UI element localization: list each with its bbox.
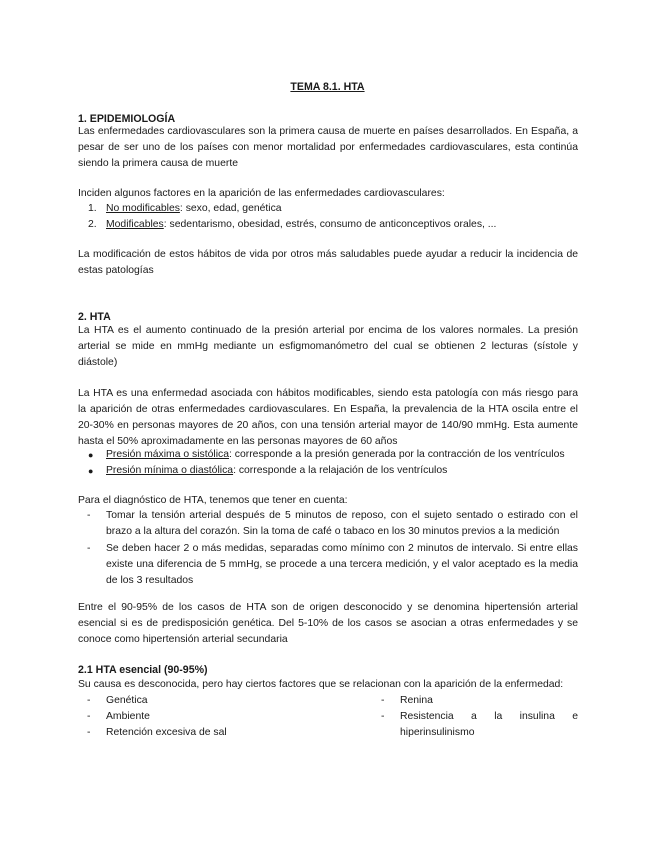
dash-icon: - <box>87 711 91 722</box>
section-heading-hta: 2. HTA <box>78 311 111 323</box>
factor-list-left <box>78 693 278 741</box>
dash-icon: - <box>381 711 385 722</box>
list-item-text: Resistencia a la insulina e hiperinsulinismo <box>400 711 578 738</box>
list-item-text: Retención excesiva de sal <box>106 727 227 738</box>
list-item-text: : sedentarismo, obesidad, estrés, consumo de anticonceptivos orales, ... <box>163 219 497 230</box>
list-item-text: : sexo, edad, genética <box>179 203 282 214</box>
section-heading-epidemiologia: 1. EPIDEMIOLOGÍA <box>78 113 176 125</box>
list-item-label: Presión mínima o diastólica <box>106 465 234 476</box>
bullet-icon: ● <box>88 466 94 476</box>
list-item-text: : corresponde a la presión generada por la contracción de los ventrículos <box>229 449 565 460</box>
list-item <box>78 693 278 709</box>
bullet-icon: ● <box>88 450 94 460</box>
paragraph: Entre el 90-95% de los casos de HTA son de origen desconocido y se denomina hipertensión arterial esencial si es de predisposición genética. Del 5-10% de los casos se asocian a otras enfermedades y se conoce como hipertensión arterial secundaria <box>78 602 578 645</box>
list-item-text: : corresponde a la relajación de los ventrículos <box>233 465 448 476</box>
paragraph: La modificación de estos hábitos de vida por otros más saludables puede ayudar a reducir la incidencia de estas patologías <box>78 249 578 276</box>
list-item <box>78 463 578 479</box>
list-item-text: Genética <box>106 695 148 706</box>
paragraph: Inciden algunos factores en la aparición de las enfermedades cardiovasculares: <box>78 188 445 199</box>
paragraph: Su causa es desconocida, pero hay ciertos factores que se relacionan con la aparición de la enfermedad: <box>78 679 564 690</box>
list-item <box>78 709 278 725</box>
list-item <box>78 201 578 217</box>
paragraph: La HTA es el aumento continuado de la presión arterial por encima de los valores normales. La presión arterial se mide en mmHg mediante un esfigmomanómetro del cual se obtienen 2 lecturas (sístole y diástole) <box>78 325 578 368</box>
list-item-label: No modificables <box>106 203 180 214</box>
list-item-text: Tomar la tensión arterial después de 5 minutos de reposo, con el sujeto sentado o estirado con el brazo a la altura del corazón. Sin la toma de café o tabaco en los 30 minutos previos a la medición <box>106 510 578 537</box>
dash-icon: - <box>381 695 385 706</box>
list-item <box>78 217 578 233</box>
list-item-label: Modificables <box>106 219 164 230</box>
paragraph: Las enfermedades cardiovasculares son la primera causa de muerte en países desarrollados. En España, a pesar de ser uno de los países con menor mortalidad por enfermedades cardiovasculares, esta continúa siendo la primera causa de muerte <box>78 126 578 169</box>
bullet-list <box>78 447 578 479</box>
dash-icon: - <box>87 510 91 521</box>
section-heading-hta-esencial: 2.1 HTA esencial (90-95%) <box>78 664 208 676</box>
page-title: TEMA 8.1. HTA <box>290 81 365 93</box>
dash-icon: - <box>87 543 91 554</box>
dash-list <box>78 508 578 589</box>
list-number: 2. <box>88 219 97 230</box>
factor-list-right <box>372 693 578 741</box>
list-item <box>78 508 578 540</box>
list-item <box>78 541 578 589</box>
dash-icon: - <box>87 727 91 738</box>
dash-icon: - <box>87 695 91 706</box>
paragraph: La HTA es una enfermedad asociada con hábitos modificables, siendo esta patología con más riesgo para la aparición de otras enfermedades cardiovasculares. En España, la prevalencia de la HTA oscila entre el 20-30% en personas mayores de 20 años, con una tensión arterial mayor de 140/90 mmHg. Esta aumente hasta el 50% aproximadamente en las personas mayores de 60 años <box>78 388 578 447</box>
list-item-text: Se deben hacer 2 o más medidas, separadas como mínimo con 2 minutos de intervalo. Si entre ellas existe una diferencia de 5 mmHg, se procede a una tercera medición, y el valor aceptado es la media de los 3 resultados <box>106 543 578 586</box>
paragraph: Para el diagnóstico de HTA, tenemos que tener en cuenta: <box>78 495 348 506</box>
list-item <box>78 725 278 741</box>
list-item <box>372 709 578 741</box>
list-item <box>78 447 578 463</box>
list-item <box>372 693 578 709</box>
numbered-list <box>78 201 578 233</box>
list-item-label: Presión máxima o sistólica <box>106 449 229 460</box>
list-number: 1. <box>88 203 97 214</box>
list-item-text: Ambiente <box>106 711 150 722</box>
list-item-text: Renina <box>400 695 433 706</box>
